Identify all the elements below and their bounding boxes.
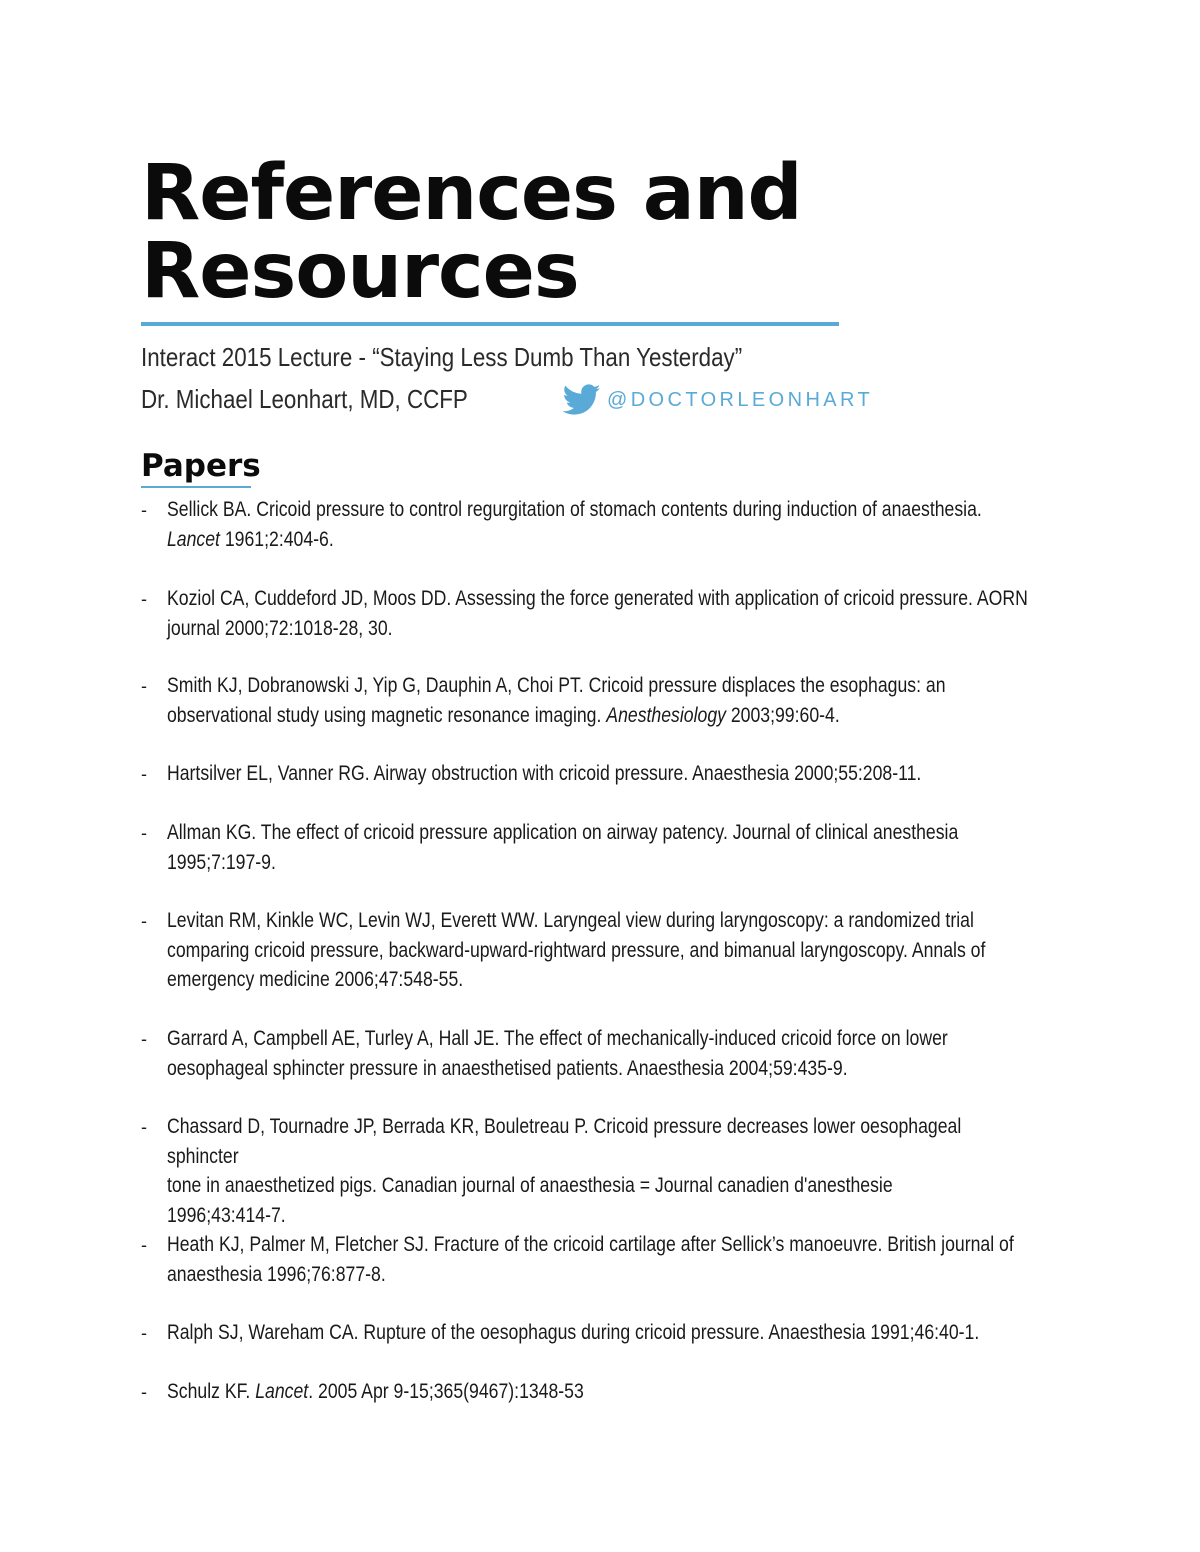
reference-line: Sellick BA. Cricoid pressure to control regurgitation of stomach contents during induction of anaesthesia. bbox=[167, 498, 982, 521]
reference-line: Levitan RM, Kinkle WC, Levin WJ, Everett WW. Laryngeal view during laryngoscopy: a randomized trial bbox=[167, 909, 974, 932]
reference-line: Hartsilver EL, Vanner RG. Airway obstruction with cricoid pressure. Anaesthesia 2000;55:208-11. bbox=[167, 762, 922, 785]
journal-name: Lancet bbox=[167, 527, 220, 551]
reference-bullet: - bbox=[141, 1029, 147, 1049]
reference-text bbox=[167, 1230, 1032, 1289]
reference-bullet: - bbox=[141, 1382, 147, 1402]
twitter-handle-text: @DOCTORLEONHART bbox=[607, 388, 874, 411]
journal-name: Anesthesiology bbox=[606, 703, 726, 727]
reference-text bbox=[167, 1112, 1032, 1230]
journal-name: Lancet bbox=[255, 1380, 309, 1403]
reference-line: comparing cricoid pressure, backward-upward-rightward pressure, and bimanual laryngoscopy. Annals of bbox=[167, 938, 986, 962]
reference-text bbox=[167, 759, 1032, 789]
reference-text bbox=[167, 818, 1032, 877]
reference-bullet: - bbox=[141, 764, 147, 784]
reference-bullet: - bbox=[141, 1323, 147, 1343]
reference-line: oesophageal sphincter pressure in anaesthetised patients. Anaesthesia 2004;59:435-9. bbox=[167, 1056, 848, 1080]
reference-line: 1996;43:414-7. bbox=[167, 1203, 286, 1227]
twitter-bird-icon bbox=[563, 384, 601, 416]
lecture-subtitle: Interact 2015 Lecture - “Staying Less Dumb Than Yesterday” bbox=[141, 342, 743, 372]
reference-bullet: - bbox=[141, 1117, 147, 1137]
reference-text bbox=[167, 1024, 1032, 1083]
twitter-handle-link[interactable] bbox=[563, 384, 873, 416]
section-heading-papers: Papers bbox=[141, 448, 261, 484]
reference-line: Chassard D, Tournadre JP, Berrada KR, Bouletreau P. Cricoid pressure decreases lower oesophageal sphincter bbox=[167, 1115, 962, 1168]
reference-line: Koziol CA, Cuddeford JD, Moos DD. Assessing the force generated with application of cricoid pressure. AORN bbox=[167, 587, 1028, 610]
reference-bullet: - bbox=[141, 911, 147, 931]
page-title-line-2: Resources bbox=[141, 227, 579, 316]
reference-bullet: - bbox=[141, 589, 147, 609]
reference-line: journal 2000;72:1018-28, 30. bbox=[167, 616, 393, 640]
reference-line: . 2005 Apr 9-15;365(9467):1348-53 bbox=[308, 1380, 584, 1403]
reference-bullet: - bbox=[141, 500, 147, 520]
author-name: Dr. Michael Leonhart, MD, CCFP bbox=[141, 384, 468, 414]
reference-line: 2003;99:60-4. bbox=[725, 703, 840, 727]
reference-text bbox=[167, 495, 1032, 554]
reference-line: anaesthesia 1996;76:877-8. bbox=[167, 1262, 386, 1286]
reference-line: Allman KG. The effect of cricoid pressure application on airway patency. Journal of clinical anesthesia bbox=[167, 821, 959, 844]
reference-text bbox=[167, 671, 1032, 730]
reference-text bbox=[167, 906, 1032, 995]
reference-line: emergency medicine 2006;47:548-55. bbox=[167, 968, 464, 991]
reference-line: 1995;7:197-9. bbox=[167, 850, 276, 874]
reference-line: 1961;2:404-6. bbox=[219, 527, 334, 551]
reference-line: Garrard A, Campbell AE, Turley A, Hall JE. The effect of mechanically-induced cricoid force on lower bbox=[167, 1027, 948, 1050]
reference-bullet: - bbox=[141, 823, 147, 843]
reference-line: Schulz KF. bbox=[167, 1380, 256, 1403]
reference-bullet: - bbox=[141, 676, 147, 696]
section-heading-underline bbox=[141, 486, 251, 488]
reference-text bbox=[167, 1377, 1032, 1407]
title-underline bbox=[141, 322, 839, 326]
reference-line: Ralph SJ, Wareham CA. Rupture of the oesophagus during cricoid pressure. Anaesthesia 1991;46:40-1. bbox=[167, 1321, 980, 1344]
reference-bullet: - bbox=[141, 1235, 147, 1255]
reference-line: observational study using magnetic resonance imaging. bbox=[167, 703, 607, 727]
reference-line: Smith KJ, Dobranowski J, Yip G, Dauphin A, Choi PT. Cricoid pressure displaces the esophagus: an bbox=[167, 674, 946, 697]
reference-text bbox=[167, 584, 1032, 643]
page-title-line-1: References and bbox=[141, 149, 802, 238]
page-title bbox=[141, 149, 901, 316]
reference-line: tone in anaesthetized pigs. Canadian journal of anaesthesia = Journal canadien d'anesthesie bbox=[167, 1174, 893, 1197]
reference-text bbox=[167, 1318, 1032, 1348]
reference-line: Heath KJ, Palmer M, Fletcher SJ. Fracture of the cricoid cartilage after Sellick’s manoeuvre. British journal of bbox=[167, 1233, 1014, 1256]
